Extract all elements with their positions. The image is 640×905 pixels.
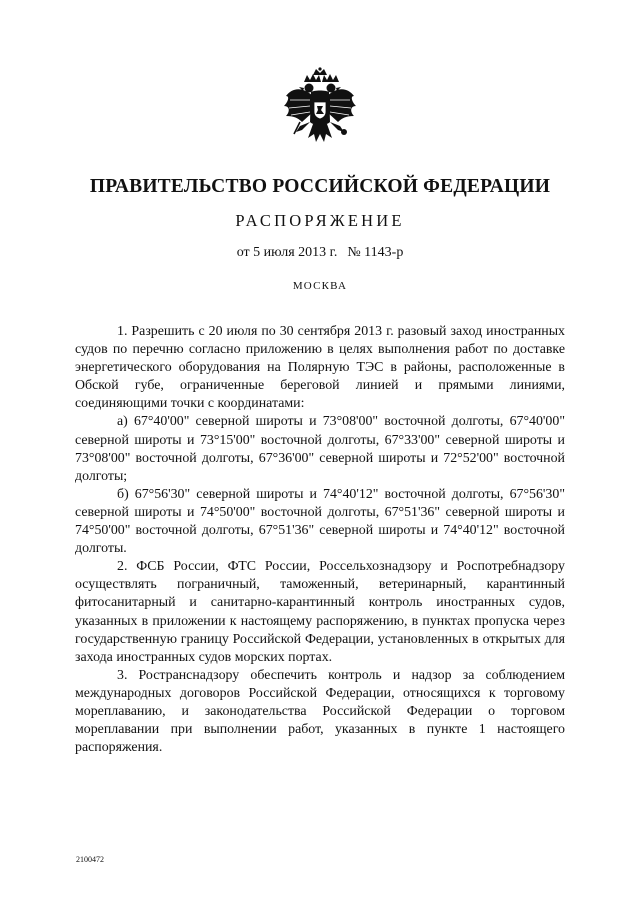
document-date: от 5 июля 2013 г. xyxy=(236,245,338,260)
paragraph-1a: а) 67°40'00" северной широты и 73°08'00" восточной долготы, 67°40'00" северной широты и 73°15'00" восточной долготы, 67°33'00" северной широты и 73°08'00" восточной долготы, 67°36'00" северной широты и 72°52'00" восточной долготы; xyxy=(75,414,565,484)
paragraph-1b: б) 67°56'30" северной широты и 74°40'12" восточной долготы, 67°56'30" северной широты и 74°50'00" восточной долготы, 67°51'36" северной широты и 74°50'00" восточной долготы, 67°51'36" северной широты и 74°40'12" восточной долготы. xyxy=(75,486,565,557)
document-body xyxy=(75,323,565,757)
document-number: № 1143-р xyxy=(347,245,404,260)
footer-code: 2100472 xyxy=(76,855,104,864)
coat-of-arms-icon xyxy=(280,66,360,150)
paragraph-1: 1. Разрешить с 20 июля по 30 сентября 2013 г. разовый заход иностранных судов по перечню согласно приложению в целях выполнения работ по доставке энергетического оборудования на Полярную ТЭС в районы, расположенные в Обской губе, ограниченные береговой линией и прямыми линиями, соединяющими точки с координатами: xyxy=(75,324,565,412)
date-line xyxy=(0,245,640,261)
government-title: ПРАВИТЕЛЬСТВО РОССИЙСКОЙ ФЕДЕРАЦИИ xyxy=(89,176,551,197)
city: МОСКВА xyxy=(292,280,348,292)
document-type: РАСПОРЯЖЕНИЕ xyxy=(235,211,405,230)
paragraph-3: 3. Ространснадзору обеспечить контроль и надзор за соблюдением международных договоров Российской Федерации, относящихся к торговому мореплаванию, и законодательства Российской Федерации о торговом мореплавании при выполнении работ, указанных в пункте 1 настоящего распоряжения. xyxy=(75,667,565,756)
paragraph-2: 2. ФСБ России, ФТС России, Россельхознадзору и Роспотребнадзору осуществлять пограничный, таможенный, ветеринарный, карантинный фитосанитарный и санитарно-карантинный контроль иностранных судов, указанных в приложении к настоящему распоряжению, в пунктах пропуска через государственную границу Российской Федерации, установленных в открытых для захода иностранных судов морских портах. xyxy=(75,559,565,665)
